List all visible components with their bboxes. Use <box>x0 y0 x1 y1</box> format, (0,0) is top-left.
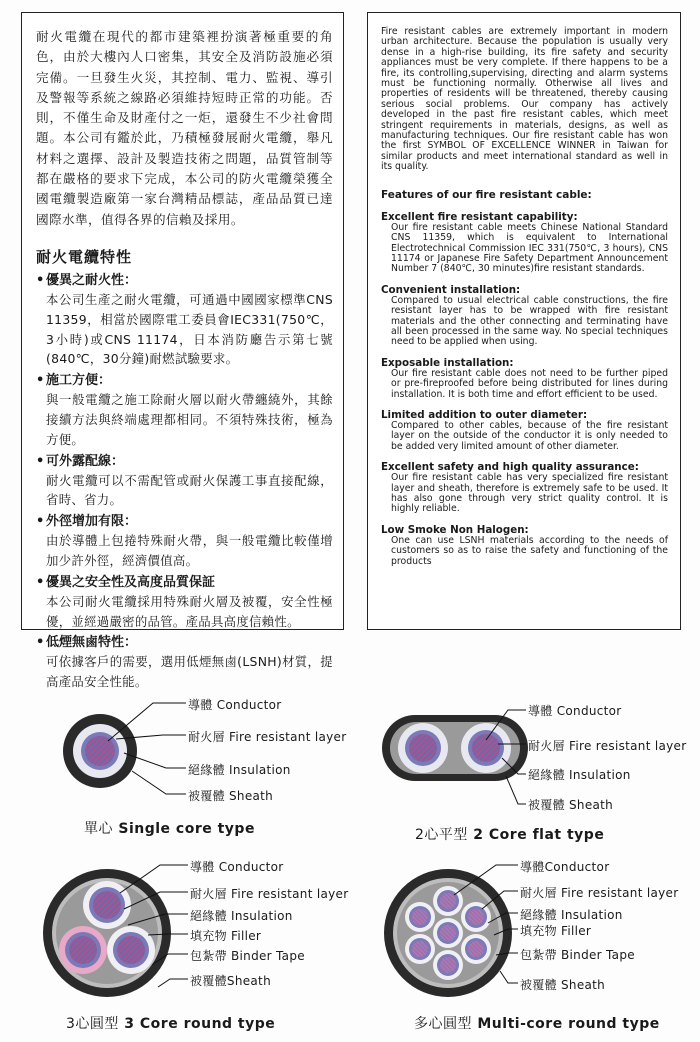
en-features-heading: Features of our fire resistant cable: <box>381 188 592 201</box>
flat2-label-fire-layer: 耐火層 Fire resistant layer <box>528 739 687 753</box>
round3-label-sheath: 被覆體Sheath <box>190 974 271 988</box>
en-feature-item <box>381 524 668 567</box>
flat2-label-conductor: 導體 Conductor <box>528 704 622 718</box>
zh-feature-title: 可外露配線： <box>46 453 125 469</box>
en-feature-title: Excellent safety and high quality assurance: <box>381 461 639 474</box>
zh-feature-body: 與一般電纜之施工除耐火層以耐火帶纏繞外，其餘接續方法與終端處理都相同。不須特殊技術，極為方便。 <box>46 392 333 447</box>
multi-label-fire-layer: 耐火層 Fire resistant layer <box>520 886 679 900</box>
en-feature-body: Our fire resistant cable does not need to be further piped or pre-fireproofed before being distributed for lines during installation. It is both time and effort efficient to be used. <box>391 367 668 400</box>
english-description-panel <box>367 12 681 630</box>
en-feature-title: Limited addition to outer diameter: <box>381 408 588 421</box>
round3-label-fire-layer: 耐火層 Fire resistant layer <box>190 887 349 901</box>
en-feature-item <box>381 211 668 275</box>
zh-feature-item: • 優異之耐火性： 本公司生產之耐火電纜，可通過中國國家標準CNS 11359，相當於國際電工委員會IEC331(750℃，3小時)或CNS 11174，日本消防廳告示第七號(840℃，30分鐘)耐燃試驗要求。 <box>36 271 333 369</box>
single-label-fire-layer: 耐火層 Fire resistant layer <box>188 730 347 744</box>
round3-caption-en: 3 Core round type <box>124 1016 276 1032</box>
en-feature-body: Compared to usual electrical cable constructions, the fire resistant layer has to be wrapped with fire resistant materials and the other connecting and terminating have all been processed in the same way. No special techniques need to be applied when using. <box>391 294 668 348</box>
en-feature-item <box>381 461 668 515</box>
multi-caption-zh: 多心圓型 <box>414 1016 472 1032</box>
zh-feature-item: • 低煙無鹵特性： 可依據客戶的需要，選用低煙無鹵(LSNH)材質，提高產品安全性能。 <box>36 633 333 692</box>
chinese-description-panel <box>21 12 344 690</box>
en-feature-title: Low Smoke Non Halogen: <box>381 523 529 536</box>
round3-label-insulation: 絕緣體 Insulation <box>190 909 293 923</box>
zh-feature-item: • 施工方便： 與一般電纜之施工除耐火層以耐火帶纏繞外，其餘接續方法與終端處理都相同。不須特殊技術，極為方便。 <box>36 371 333 449</box>
multi-label-sheath: 被覆體 Sheath <box>520 978 606 992</box>
zh-feature-body: 可依據客戶的需要，選用低煙無鹵(LSNH)材質，提高產品安全性能。 <box>46 654 333 690</box>
round3-label-conductor: 導體 Conductor <box>190 860 284 874</box>
zh-feature-title: 優異之耐火性： <box>46 272 138 288</box>
single-label-sheath: 被覆體 Sheath <box>188 789 274 803</box>
single-caption-zh: 單心 <box>84 821 113 837</box>
zh-feature-body: 由於導體上包捲特殊耐火帶，與一般電纜比較僅增加少許外徑，經濟價值高。 <box>46 533 333 568</box>
multi-label-insulation: 絕緣體 Insulation <box>520 908 623 922</box>
en-feature-body: Our fire resistant cable meets Chinese National Standard CNS 11359, which is equivalent to International Electrotechnical Commission IEC 331(750℃, 3 hours), CNS 11174 or Japanese Fire Safety Department Announcement Number 7 (840℃, 30 minutes)fire resistant standards. <box>391 221 668 275</box>
en-feature-item <box>381 409 668 452</box>
zh-feature-body: 本公司耐火電纜採用特殊耐火層及被覆，安全性極優，並經過嚴密的品管。產品具高度信賴性。 <box>46 593 333 629</box>
round3-label-binder: 包紮帶 Binder Tape <box>190 949 305 963</box>
zh-feature-item: • 優異之安全性及高度品質保証 本公司耐火電纜採用特殊耐火層及被覆，安全性極優，並經過嚴密的品管。產品具高度信賴性。 <box>36 573 333 632</box>
zh-feature-item: • 外徑增加有限： 由於導體上包捲特殊耐火帶，與一般電纜比較僅增加少許外徑，經濟價值高。 <box>36 512 333 571</box>
zh-feature-title: 外徑增加有限： <box>46 514 138 530</box>
two-core-flat-caption <box>415 824 604 844</box>
single-label-insulation: 絕緣體 Insulation <box>188 763 291 777</box>
multi-label-filler: 填充物 Filler <box>520 924 592 938</box>
three-core-round-caption <box>66 1013 275 1033</box>
multi-caption-en: Multi-core round type <box>477 1016 660 1032</box>
en-feature-title: Convenient installation: <box>381 283 521 296</box>
multi-core-round-diagram <box>378 855 698 1005</box>
multi-core-round-caption <box>414 1013 660 1033</box>
zh-feature-body: 耐火電纜可以不需配管或耐火保護工事直接配線，省時、省力。 <box>46 472 333 508</box>
en-intro-paragraph: Fire resistant cables are extremely important in modern urban architecture. Because the population is usually very dense in a high-rise building, its fire safety and security appliances must be very complete. If there happens to be a fire, its controlling,supervising, directing and alarm systems must be functioning normally. Otherwise all lives and properties of residents will be threatened, thereby causing serious social problems. Our company has actively developed in the past fire resistant cables, which meet stringent requirements in materials, designs, as well as manufacturing techniques. Our fire resistant cable has won the first SYMBOL OF EXCELLENCE WINNER in Taiwan for similar products and meet international standard as well in its quality. <box>381 26 668 173</box>
three-core-round-diagram <box>40 855 360 1005</box>
en-feature-body: Compared to other cables, because of the fire resistant layer on the outside of the conductor it is only needed to be added very limited amount of other diameter. <box>391 419 668 452</box>
en-feature-title: Exposable installation: <box>381 356 514 369</box>
en-feature-item <box>381 284 668 348</box>
en-feature-item <box>381 357 668 400</box>
single-caption-en: Single core type <box>118 821 255 837</box>
zh-intro-paragraph: 耐火電纜在現代的都市建築裡扮演著極重要的角色，由於大樓內人口密集，其安全及消防設施必須完備。一旦發生火災，其控制、電力、監視、導引及警報等系統之線路必須維持短時正常的功能。否則，不僅生命及財產付之一炬，還發生不少社會問題。本公司有鑑於此，乃積極發展耐火電纜，舉凡材料之選擇、設計及製造技術之問題，品質管制等都在嚴格的要求下完成，本公司的防火電纜榮獲全國電纜製造廠第一家台灣精品標誌，產品品質已達國際水準，值得各界的信賴及採用。 <box>36 29 333 227</box>
zh-feature-body: 本公司生產之耐火電纜，可通過中國國家標準CNS 11359，相當於國際電工委員會IEC331(750℃，3小時)或CNS 11174，日本消防廳告示第七號(840℃，30分鐘)耐燃試驗要求。 <box>46 291 333 367</box>
single-core-caption <box>84 818 255 838</box>
two-core-flat-diagram <box>378 700 698 820</box>
round3-caption-zh: 3心圓型 <box>66 1016 119 1032</box>
flat2-label-insulation: 絕緣體 Insulation <box>528 768 631 782</box>
zh-feature-title: 低煙無鹵特性： <box>46 635 138 651</box>
single-label-conductor: 導體 Conductor <box>188 698 282 712</box>
zh-feature-title: 優異之安全性及高度品質保証 <box>46 574 216 590</box>
en-feature-body: One can use LSNH materials according to the needs of customers so as to raise the safety and functioning of the products <box>391 534 668 567</box>
flat2-caption-en: 2 Core flat type <box>473 827 605 843</box>
en-feature-body: Our fire resistant cable has very specialized fire resistant layer and sheath, therefore is extremely safe to be used. It has also gone through very strict quality control. It is highly reliable. <box>391 472 668 515</box>
zh-feature-item: • 可外露配線： 耐火電纜可以不需配管或耐火保護工事直接配線，省時、省力。 <box>36 452 333 511</box>
multi-label-conductor: 導體Conductor <box>520 860 610 874</box>
round3-label-filler: 填充物 Filler <box>190 929 262 943</box>
zh-feature-title: 施工方便： <box>46 373 112 389</box>
flat2-caption-zh: 2心平型 <box>415 827 468 843</box>
single-core-diagram <box>58 695 358 815</box>
zh-features-heading: 耐火電纜特性 <box>36 247 133 266</box>
flat2-label-sheath: 被覆體 Sheath <box>528 798 614 812</box>
en-feature-title: Excellent fire resistant capability: <box>381 210 578 223</box>
multi-label-binder: 包紮帶 Binder Tape <box>520 948 635 962</box>
